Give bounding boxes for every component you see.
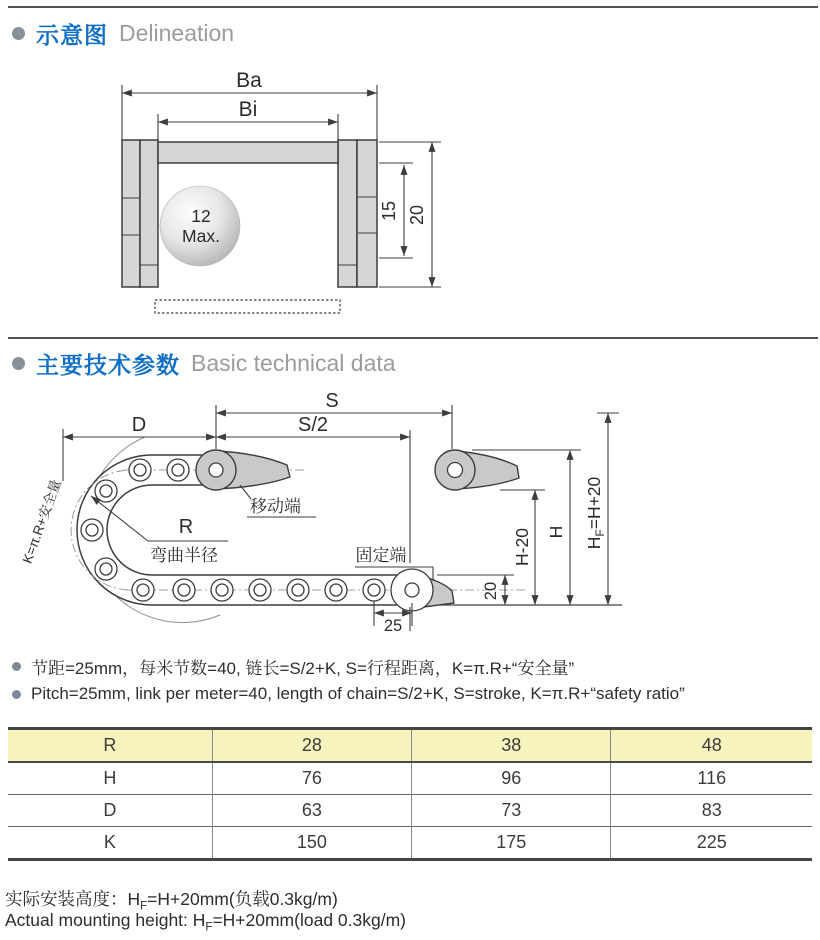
cable-sphere — [160, 186, 240, 266]
table-cell: D — [8, 795, 212, 827]
section-title-en: Delineation — [119, 20, 235, 46]
dim-25-label: 25 — [383, 617, 403, 635]
footer-formula-zh — [5, 886, 338, 913]
table-cell: 225 — [611, 827, 812, 860]
dim-15-label: 15 — [379, 200, 399, 222]
footer-en-suf: =H+20mm(load 0.3kg/m) — [212, 910, 406, 930]
note-pitch-en — [12, 684, 685, 704]
table-cell: 96 — [412, 762, 611, 795]
footer-formula-en — [5, 910, 406, 934]
note-text: Pitch=25mm, link per meter=40, length of chain=S/2+K, S=stroke, K=π.R+“safety ratio” — [31, 684, 685, 703]
r-label: R — [178, 516, 194, 538]
moving-end-bracket — [196, 450, 290, 490]
bullet-icon — [12, 27, 25, 40]
floating-bracket — [435, 450, 519, 490]
table-header-cell: 48 — [611, 729, 812, 763]
bullet-icon — [12, 357, 25, 370]
table-cell: 175 — [412, 827, 611, 860]
table-cell: 63 — [212, 795, 411, 827]
footer-en-sub: F — [205, 921, 213, 934]
table-cell: 83 — [611, 795, 812, 827]
bi-label: Bi — [238, 98, 258, 121]
table-row — [8, 827, 812, 860]
table-header-cell: 38 — [412, 729, 611, 763]
hf-pre: H — [584, 536, 604, 550]
left-rail — [122, 140, 158, 287]
dim-h-minus-20 — [500, 490, 545, 605]
table-cell: 73 — [412, 795, 611, 827]
note-pitch-zh — [12, 654, 574, 679]
bullet-icon — [12, 690, 21, 699]
hf-suf: =H+20 — [584, 476, 604, 530]
drag-chain-drawing — [0, 385, 820, 640]
crossbar — [158, 142, 338, 163]
dim-hf — [584, 413, 619, 605]
table-row — [8, 762, 812, 795]
dim-hf-label — [584, 476, 607, 549]
k-formula-label: K=π.R+安全量 — [19, 477, 64, 566]
bullet-icon — [12, 662, 21, 671]
table-header-cell: R — [8, 729, 212, 763]
table-header-row — [8, 729, 812, 763]
dim-h20-label: H-20 — [512, 528, 532, 566]
footer-zh-pre: 实际安装高度：H — [5, 889, 141, 909]
section-title-zh: 主要技术参数 — [36, 352, 180, 378]
s2-label: S/2 — [297, 414, 329, 436]
dashed-base — [155, 300, 340, 313]
section-divider — [8, 337, 818, 339]
dim-15 — [379, 165, 404, 256]
table-cell: 116 — [611, 762, 812, 795]
dim-20 — [407, 142, 432, 287]
section-header-technical — [12, 347, 396, 380]
moving-end-label — [240, 485, 316, 517]
dim-20-label: 20 — [407, 204, 427, 226]
bi-dimension — [158, 98, 338, 142]
dim-v20-label: 20 — [482, 581, 500, 601]
dim-h-label: H — [546, 525, 566, 539]
s-label: S — [325, 390, 339, 412]
right-rail — [338, 140, 377, 287]
section-title-zh: 示意图 — [36, 22, 108, 48]
spec-table — [8, 727, 812, 861]
d-label: D — [131, 414, 147, 436]
top-divider — [8, 6, 818, 8]
r-caption: 弯曲半径 — [150, 546, 218, 565]
section-title-en: Basic technical data — [191, 350, 396, 376]
ba-label: Ba — [236, 69, 262, 92]
moving-end-text: 移动端 — [250, 497, 301, 516]
table-cell: 76 — [212, 762, 411, 795]
hf-sub: F — [593, 529, 607, 537]
sphere-max-label: Max. — [182, 226, 220, 246]
footer-zh-sub: F — [140, 900, 148, 913]
table-cell: H — [8, 762, 212, 795]
s-dimension — [216, 390, 452, 449]
fixed-end-text: 固定端 — [355, 546, 407, 565]
cross-section-drawing — [0, 60, 820, 335]
table-header-cell: 28 — [212, 729, 411, 763]
table-row — [8, 795, 812, 827]
sphere-value: 12 — [191, 206, 211, 226]
section-header-delineation — [12, 17, 234, 50]
table-cell: 150 — [212, 827, 411, 860]
footer-zh-suf: =H+20mm(负载0.3kg/m) — [147, 889, 338, 909]
footer-en-pre: Actual mounting height: H — [5, 910, 206, 930]
table-cell: K — [8, 827, 212, 860]
note-text: 节距=25mm，每米节数=40, 链长=S/2+K, S=行程距离，K=π.R+“安全量” — [31, 659, 575, 678]
